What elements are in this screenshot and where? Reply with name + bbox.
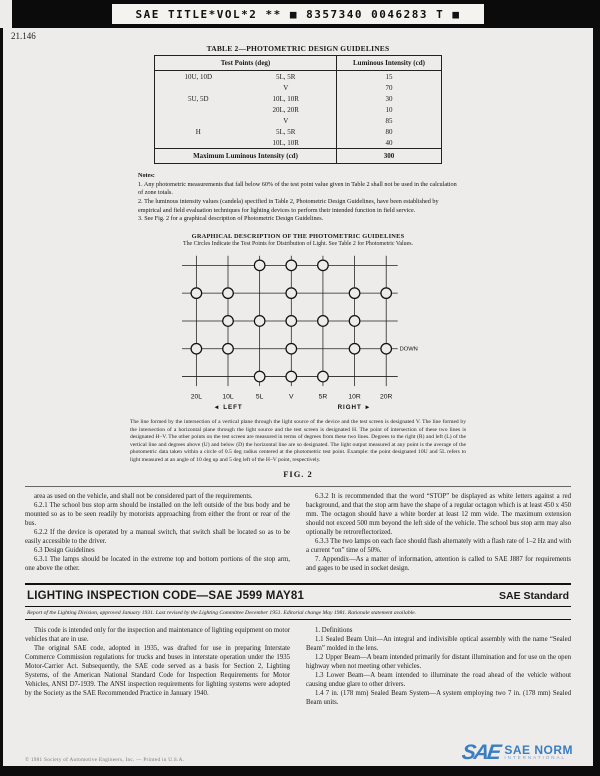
column-header-luminous-intensity: Luminous Intensity (cd) [337,56,442,71]
test-point-horizontal: V [283,83,289,92]
table-row [155,137,442,149]
table2-title: TABLE 2—PHOTOMETRIC DESIGN GUIDELINES [206,44,390,53]
table-footer-row [155,149,442,164]
test-point-vertical [158,117,239,125]
paragraph: area as used on the vehicle, and shall not be considered part of the requirements. [34,493,253,501]
paragraph: 6.3.3 The two lamps on each face should flash alternately with a flash rate of 1–2 Hz and with a current “on” time of 50%. [306,538,571,555]
page-number: 21.146 [11,31,36,41]
intensity-value: 40 [337,137,442,149]
standard-type-label: SAE Standard [498,590,569,603]
paper [3,28,593,766]
figure-label: FIG. 2 [283,469,313,480]
photometric-table [154,55,442,164]
test-point-horizontal: 20L, 20R [272,105,299,114]
note-item: 2. The luminous intensity values (candela) specified in Table 2, Photometric Design Guidelines, have been established by empirical and field evaluation techniques for lighting devices to perform their intended function in field service. [138,198,439,214]
paragraph: The original SAE code, adopted in 1935, was drafted for use in preparing Interstate Commerce Commission regulations for trucks and buses in interstate operation under the 1935 Motor-Carrier Act. Subsequently, the SAE code served as a basis for Section 2, Lighting Systems, of the American National Standard Code for Inspection Requirements for Motor Vehicles, ANSI D7-1939. The ANSI inspection requirements for lighting systems were adopted by the Society as the SAE Recommended Practice in January 1940. [25,644,290,697]
sae-logo-icon: SAE [460,741,501,764]
logo-name: SAE NORM [504,742,573,757]
paragraph: 6.2.2 If the device is operated by a manual switch, that switch shall be located so as to be easily accessible to the driver. [25,529,290,546]
paragraph: 1.1 Sealed Beam Unit—An integral and indivisible optical assembly with the name “Sealed Beam” molded in the lens. [306,636,571,652]
column-header-test-points: Test Points (deg) [155,56,337,71]
svg-text:20L: 20L [190,393,202,401]
copyright-line: © 1981 Society of Automotive Engineers, Inc. — Printed in U.S.A. [25,757,185,763]
standard-header [25,583,571,620]
scan-header-bar [12,0,600,28]
figure-caption: The line formed by the intersection of a vertical plane through the light source of the device and the test screen is designated V. The line formed by the intersection of a horizontal plane through the light source and the test screen is designated H. The point of intersection of these two lines is designated H–V. The other points on the test screen are measured in terms of degrees from these two lines. Degrees to the right (R) and left (L) of the vertical line and degrees above (U) and below (D) the horizontal line are so designated. The light output measured at any point is the average of the photometric data taken within a circle of 0.5 deg radius centered at the photometric test point. Example: the point designated 10U and 5L refers to light measured at an angle of 10 deg up and 5 deg left of the H–V point, respectively. [130,419,466,463]
intensity-value: 15 [337,71,442,83]
svg-text:5R: 5R [318,393,328,401]
test-point-horizontal: V [283,116,289,125]
intensity-value: 85 [337,115,442,126]
svg-text:V: V [289,393,294,401]
svg-text:20R: 20R [380,393,393,401]
paragraph: 6.2.1 The school bus stop arm should be installed on the left outside of the bus body and be mounted so as to be seen readily by motorists approaching from either the front or rear of the bus. [25,502,290,528]
paragraph: This code is intended only for the inspection and maintenance of lighting equipment on motor vehicles that are in use. [25,627,290,643]
left-column [25,493,290,574]
test-point-vertical: 5U, 5D [187,94,209,103]
notes-heading: Notes: [138,172,155,179]
intensity-value: 10 [337,104,442,115]
note-item: 3. See Fig. 2 for a graphical description of Photometric Design Guidelines. [138,215,324,223]
test-point-vertical: H [195,127,201,136]
test-point-horizontal: 5L, 5R [276,127,296,136]
right-column [306,493,571,574]
right-column [306,627,571,708]
max-intensity-label: Maximum Luminous Intensity (cd) [155,149,337,164]
table-row [155,115,442,126]
left-column [25,627,290,708]
paragraph: 6.3.2 It is recommended that the word “STOP” be displayed as white letters against a red background, and that the stop arm have the shape of a regular octagon which is at least 450 x 450 mm. The octagon should have a white border at least 12 mm wide. The maximum extension should not exceed 500 mm beyond the left side of the vehicle. The school bus stop arm may also optionally be retroreflectorized. [306,493,571,537]
notes-block [138,172,458,224]
svg-text:10R: 10R [348,393,361,401]
note-item: 1. Any photometric measurements that fall below 60% of the test point value given in Table 2 shall not be used in the calculation of zone totals. [138,180,457,197]
test-point-horizontal: 5L, 5R [276,72,296,81]
paragraph: 1.3 Lower Beam—A beam intended to illuminate the road ahead of the vehicle without causing undue glare to other drivers. [306,671,571,688]
photometric-grid-figure [25,250,571,418]
svg-text:RIGHT ►: RIGHT ► [337,404,372,412]
paragraph: 6.3.1 The lamps should be located in the extreme top and bottom portions of the stop arm, one above the other. [25,556,290,573]
body-text-section-6 [25,493,571,574]
header-rule-bottom [25,619,571,620]
test-point-vertical [158,84,239,92]
figure-subtitle: The Circles Indicate the Test Points for Distribution of Light. See Table 2 for Photometric Values. [182,241,413,248]
test-point-vertical [158,139,239,147]
logo-subtitle: INTERNATIONAL [504,755,566,761]
paragraph: 1. Definitions [315,627,353,635]
paragraph: 7. Appendix—As a matter of information, attention is called to SAE J887 for requirements and gages to be used in socket design. [306,556,571,573]
test-point-horizontal: 10L, 10R [272,94,299,103]
table-row [155,104,442,115]
photometric-grid-chart [172,250,424,413]
sae-norm-logo [462,742,573,763]
divider [25,486,571,487]
table-row [155,82,442,93]
intensity-value: 80 [337,126,442,137]
paragraph: 1.4 7 in. (178 mm) Sealed Beam System—A system employing two 7 in. (178 mm) Sealed Beam units. [306,689,571,706]
scan-code-line: SAE TITLE*VOL*2 ** ■ 8357340 0046283 T ■ [112,4,484,24]
body-text-j599 [25,627,571,708]
svg-text:10L: 10L [222,393,234,401]
standard-title: LIGHTING INSPECTION CODE—SAE J599 MAY81 [27,590,305,603]
standard-source-line: Report of the Lighting Division, approved January 1931. Last revised by the Lighting Committee December 1951. Editorial change May 1981. Rationale statement available. [27,610,417,617]
max-intensity-value: 300 [337,149,442,164]
scan-corner [0,0,12,28]
intensity-value: 30 [337,93,442,104]
table-row [155,71,442,83]
svg-text:5L: 5L [255,393,264,401]
table-row [155,93,442,104]
page-footer [25,742,573,763]
figure-title: GRAPHICAL DESCRIPTION OF THE PHOTOMETRIC GUIDELINES [191,233,405,241]
notes-list [138,181,458,224]
paragraph: 6.3 Design Guidelines [34,547,95,555]
svg-text:DOWN: DOWN [399,346,418,353]
test-point-vertical [158,106,239,114]
table2-block [154,44,442,164]
test-point-vertical: 10U, 10D [184,72,213,81]
table-row [155,126,442,137]
svg-text:◄ LEFT: ◄ LEFT [213,404,243,412]
table2-rows [155,71,442,149]
test-point-horizontal: 10L, 10R [272,138,299,147]
intensity-value: 70 [337,82,442,93]
paragraph: 1.2 Upper Beam—A beam intended primarily for distant illumination and for use on the open highway when not meeting other vehicles. [306,653,571,670]
